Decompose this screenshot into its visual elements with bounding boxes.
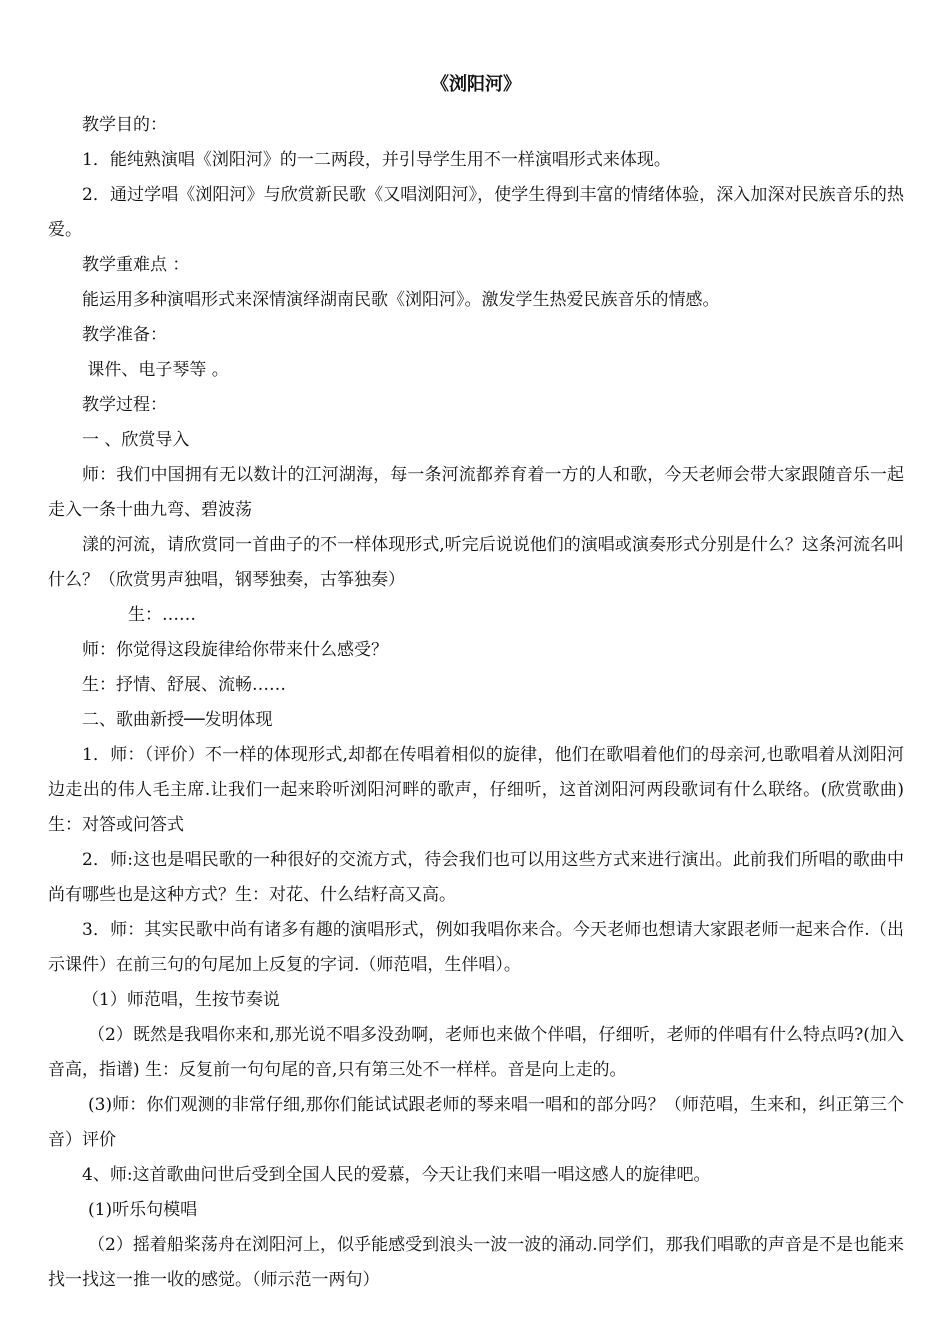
step-heading-2: 二、歌曲新授──发明体现 — [82, 710, 273, 730]
student-line: 生：…… — [128, 605, 196, 625]
sub-step-1: （1）师范唱，生按节奏说 — [82, 990, 280, 1010]
sub-step-3: (3)师：你们观测的非常仔细,那你们能试试跟老师的琴来唱一唱和的部分吗？（师范唱，生来和，纠正第三个音）评价 — [48, 1095, 904, 1150]
step-item-1: 1．师：（评价）不一样的体现形式,却都在传唱着相似的旋律，他们在歌唱着他们的母亲河,也歌唱着从浏阳河边走出的伟人毛主席.让我们一起来聆听浏阳河畔的歌声，仔细听，这首浏阳河两段歌词有什么联络。(欣赏歌曲)生：对答或问答式 — [48, 745, 904, 835]
student-line: 生：抒情、舒展、流畅…… — [82, 675, 286, 695]
key-points-text: 能运用多种演唱形式来深情演绎湖南民歌《浏阳河》。激发学生热爱民族音乐的情感。 — [82, 290, 720, 310]
sub-step-4-2: （2）摇着船桨荡舟在浏阳河上，似乎能感受到浪头一波一波的涌动.同学们，那我们唱歌的声音是不是也能来找一找这一推一收的感觉。（师示范一两句） — [48, 1235, 904, 1290]
objective-item-1: 1．能纯熟演唱《浏阳河》的一二两段，并引导学生用不一样演唱形式来体现。 — [82, 150, 671, 170]
section-heading-objectives: 教学目的： — [82, 115, 167, 135]
teacher-line: 师：你觉得这段旋律给你带来什么感受？ — [82, 640, 388, 660]
step-item-4: 4、师:这首歌曲问世后受到全国人民的爱慕，今天让我们来唱一唱这感人的旋律吧。 — [82, 1165, 711, 1185]
sub-step-4-1: (1)听乐句模唱 — [88, 1200, 198, 1220]
section-heading-key-points: 教学重难点 ： — [82, 255, 190, 275]
document-title: 《浏阳河》 — [431, 74, 521, 95]
step-heading-1: 一 、欣赏导入 — [82, 430, 190, 450]
section-heading-preparation: 教学准备： — [82, 325, 167, 345]
section-heading-process: 教学过程： — [82, 395, 167, 415]
teacher-line: 师：我们中国拥有无以数计的江河湖海，每一条河流都养育着一方的人和歌，今天老师会带大家跟随音乐一起走入一条十曲九弯、碧波荡 — [48, 465, 904, 520]
sub-step-2: （2）既然是我唱你来和,那光说不唱多没劲啊，老师也来做个伴唱，仔细听，老师的伴唱有什么特点吗?(加入音高，指谱) 生：反复前一句句尾的音,只有第三处不一样样。音是向上走的。 — [48, 1025, 904, 1080]
preparation-text: 课件、电子琴等 。 — [82, 360, 229, 380]
step-item-2: 2．师:这也是唱民歌的一种很好的交流方式，待会我们也可以用这些方式来进行演出。此前我们所唱的歌曲中尚有哪些也是这种方式？生：对花、什么结籽高又高。 — [48, 850, 904, 905]
step-item-3: 3．师：其实民歌中尚有诸多有趣的演唱形式，例如我唱你来合。今天老师也想请大家跟老师一起来合作.（出示课件）在前三句的句尾加上反复的字词.（师范唱，生伴唱）。 — [48, 920, 904, 975]
teacher-line-continued: 漾的河流，请欣赏同一首曲子的不一样体现形式,听完后说说他们的演唱或演奏形式分别是什么？这条河流名叫什么？（欣赏男声独唱，钢琴独奏，古筝独奏） — [48, 535, 904, 590]
objective-item-2: 2．通过学唱《浏阳河》与欣赏新民歌《又唱浏阳河》，使学生得到丰富的情绪体验，深入加深对民族音乐的热爱。 — [48, 185, 904, 240]
